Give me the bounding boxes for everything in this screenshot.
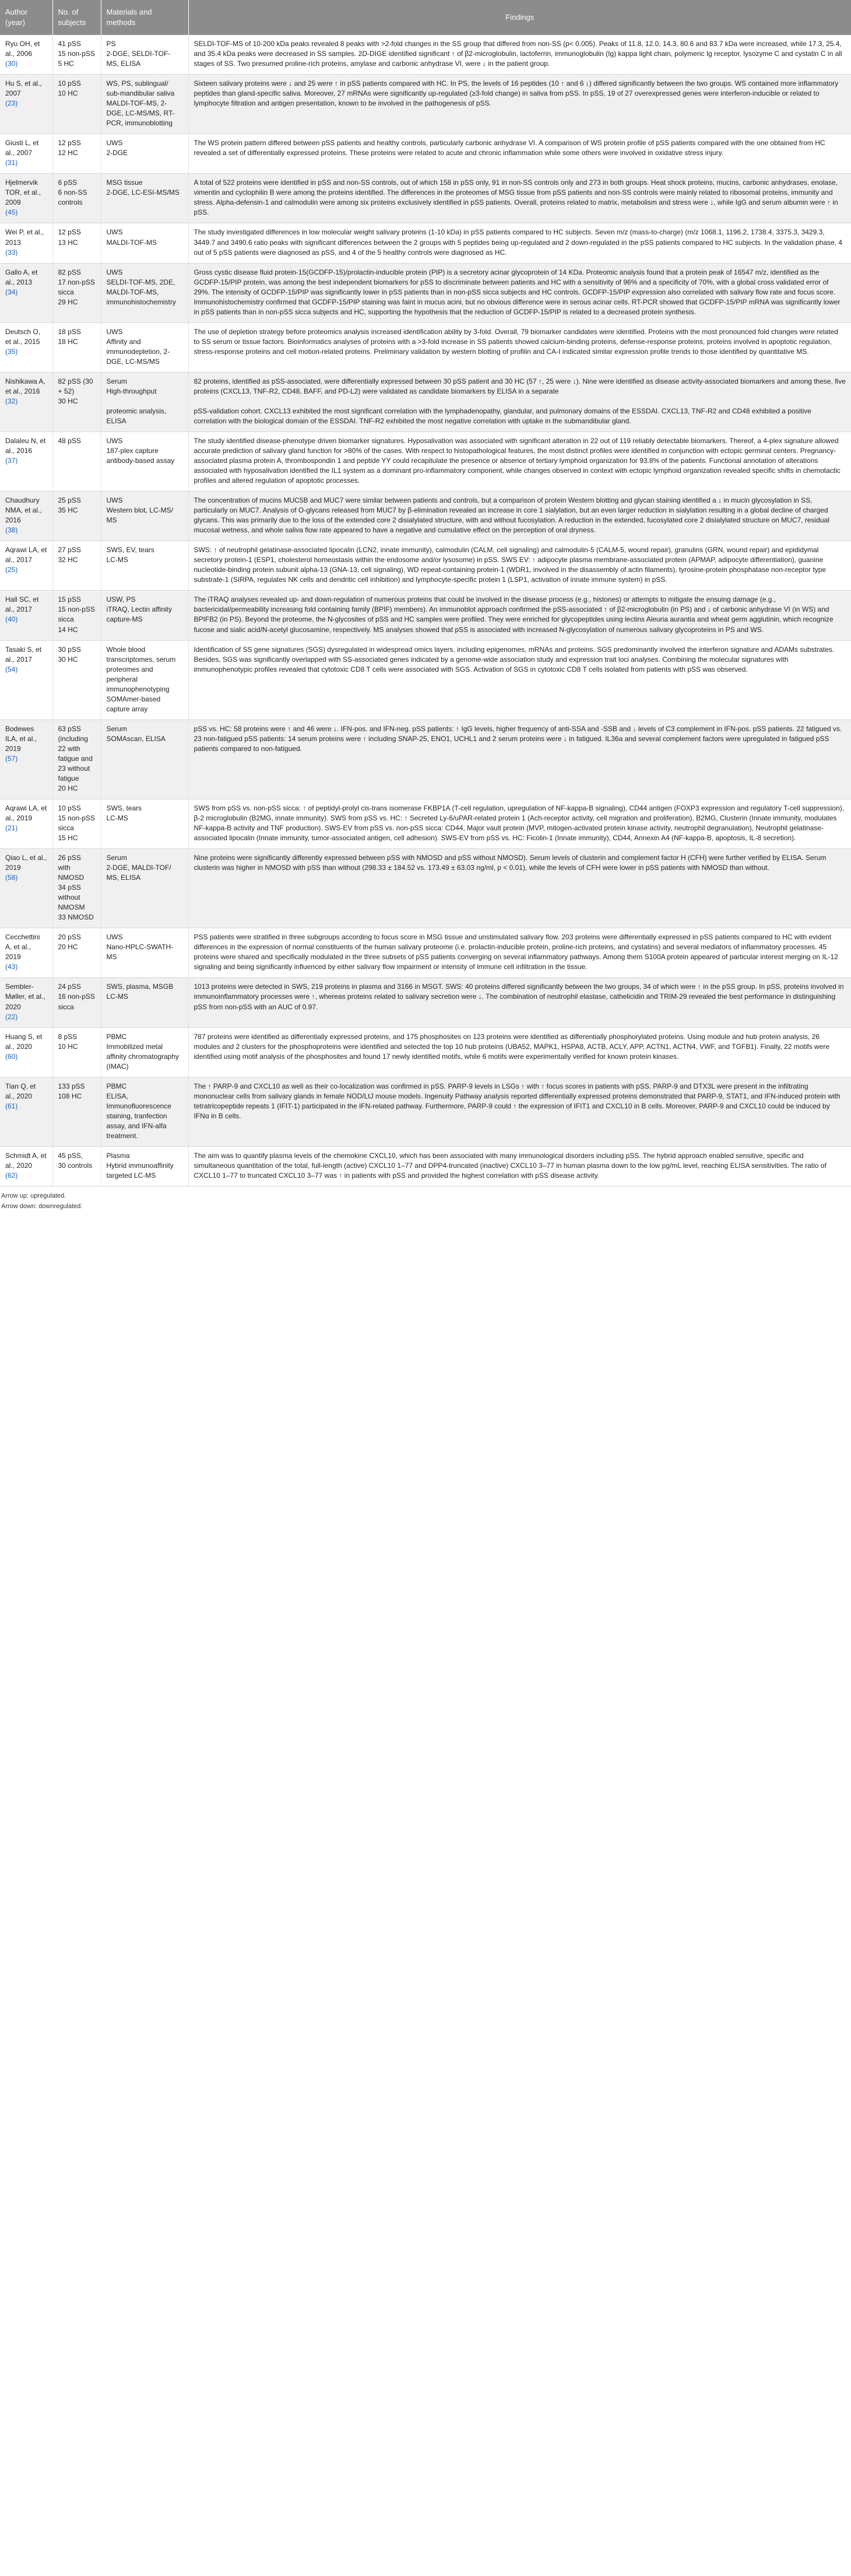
- table-row: [0, 75, 851, 134]
- author-name: Deutsch O, et al., 2015: [5, 327, 41, 346]
- author-cell: [0, 1146, 52, 1186]
- author-name: Hjelmervik TOR, et al., 2009: [5, 178, 41, 207]
- author-name: Wei P, et al., 2013: [5, 228, 44, 247]
- author-cell: [0, 263, 52, 322]
- findings-cell: The iTRAQ analyses revealed up- and down-regulation of numerous proteins that could be involved in the disease process (e.g., histones) or attempts to mitigate the ensuing damage (e.g., bactericidal/permeability increasing fold containing family (BPIF) members). An immunoblot approach confirmed the pSS-associated ↑ of β2-microglobulin (in PS) and ↓ of carbonic anhydrase VI (in WS) and BPIFB2 (in PS). Beyond the proteome, the N-glycosites of pSS and HC samples were profiled. They were enriched for glycopeptides using lectins Aleuria aurantia and wheat germ agglutinin, which recognize fucose and sialic acid/N-acetyl glucosamine, respectively. MS analyses showed that pSS is associated with increased N-glycosylation of numerous salivary glycoproteins in PS and WS.: [188, 591, 851, 640]
- table-row: [0, 849, 851, 928]
- author-cell: [0, 541, 52, 591]
- table-header: [0, 0, 851, 35]
- reference-link[interactable]: (37): [5, 457, 18, 465]
- table-row: [0, 492, 851, 541]
- subjects-cell: 27 pSS 32 HC: [52, 541, 101, 591]
- author-name: Cecchettini A, et al., 2019: [5, 933, 40, 961]
- footnote-down: Arrow down: downregulated.: [1, 1202, 83, 1210]
- methods-cell: SWS, plasma, MSGB LC-MS: [101, 978, 188, 1027]
- subjects-cell: 26 pSS with NMOSD 34 pSS without NMOSM 33 NMOSD: [52, 849, 101, 928]
- author-name: Chaudhury NMA, et al., 2016: [5, 496, 42, 525]
- reference-link[interactable]: (25): [5, 566, 18, 574]
- author-cell: [0, 849, 52, 928]
- reference-link[interactable]: (32): [5, 396, 18, 405]
- reference-link[interactable]: (34): [5, 287, 18, 296]
- author-name: Sembler-Møller, et al., 2020: [5, 982, 45, 1011]
- findings-cell: The concentration of mucins MUC5B and MUC7 were similar between patients and controls, but a comparison of protein Western blotting and glycan staining identified a ↓ in mucin glycosylation in SS, particularly on MUC7. Analysis of O-glycans released from MUC7 by β-elimination revealed an increase in core 1 sialylation, but an even larger reduction in sialylation resulting in a global decline of charged glycans. This was primarily due to the loss of the extended core 2 disialylated structure, with and without fucosylation. A reduction in the extended, fucosylated core 2 disialylated structure on MUC7, residual mucosal wetness, and whole saliva flow rate appeared to have a negative and cumulative effect on the perception of oral dryness.: [188, 492, 851, 541]
- author-name: Hall SC, et al., 2017: [5, 595, 39, 614]
- subjects-cell: 48 pSS: [52, 432, 101, 492]
- author-name: Qiao L, et al., 2019: [5, 854, 47, 872]
- methods-cell: PBMC ELISA, Immunofluorescence staining, tranfection assay, and IFN-alfa treatment.: [101, 1077, 188, 1146]
- reference-link[interactable]: (58): [5, 873, 18, 882]
- author-cell: [0, 322, 52, 372]
- reference-link[interactable]: (54): [5, 665, 18, 673]
- subjects-cell: 25 pSS 35 HC: [52, 492, 101, 541]
- reference-link[interactable]: (61): [5, 1101, 18, 1110]
- reference-link[interactable]: (21): [5, 824, 18, 833]
- author-cell: [0, 591, 52, 640]
- header-author: Author (year): [0, 0, 52, 35]
- findings-cell: PSS patients were stratified in three subgroups according to focus score in MSG tissue and unstimulated salivary flow. 203 proteins were differentially expressed in pSS patients compared to HC with evident differences in the expression of normal constituents of the human salivary proteome (i.e. prolactin-inducible protein, proline-rich proteins, and cystatins) and several mediators of inflammatory processes. 45 proteins were shared and specifically modulated in the three subsets of pSS patients converging on several inflammatory pathways. Among them S100A protein appeared of particular interest merging on IL-12 signaling and being significantly influenced by either salivary flow impairment or intensity of immune cell infiltration in the tissue.: [188, 928, 851, 978]
- table-row: [0, 541, 851, 591]
- reference-link[interactable]: (38): [5, 526, 18, 535]
- subjects-cell: 12 pSS 13 HC: [52, 223, 101, 263]
- methods-cell: WS, PS, sublingual/ sub-mandibular saliva MALDI-TOF-MS, 2-DGE, LC-MS/MS, RT-PCR, immunoblotting: [101, 75, 188, 134]
- author-cell: [0, 492, 52, 541]
- table-row: [0, 432, 851, 492]
- methods-cell: Plasma Hybrid immunoaffinity targeted LC-MS: [101, 1146, 188, 1186]
- findings-cell: The study identified disease-phenotype driven biomarker signatures. Hyposalivation was associated with significant alteration in 22 out of 119 reliably detectable biomarkers. Thereof, a 4-plex signature allowed accurate prediction of salivary gland function for >80% of the cases. With respect to histopathological features, the most distinct profiles were identified in conjunction with ectopic germinal centers. Pregnancy-associated plasma protein A, thrombospondin 1 and peptide YY could recapitulate the presence or absence of tertiary lymphoid organization for 93.8% of the patients. Functional annotation of alterations associated with hyposalivation identified the IL1 system as a dominant pro-inflammatory component, while changes observed in context with ectopic lymphoid organization revealed specific shifts in chemotactic profiles and altered regulation of apoptotic processes.: [188, 432, 851, 492]
- methods-cell: Serum SOMAscan, ELISA: [101, 720, 188, 799]
- author-cell: [0, 134, 52, 174]
- table-row: [0, 720, 851, 799]
- header-subjects: No. of subjects: [52, 0, 101, 35]
- methods-cell: UWS Nano-HPLC-SWATH-MS: [101, 928, 188, 978]
- author-name: Tian Q, et al., 2020: [5, 1082, 36, 1100]
- author-cell: [0, 978, 52, 1027]
- author-cell: [0, 640, 52, 720]
- table-row: [0, 799, 851, 848]
- table-row: [0, 263, 851, 322]
- author-name: Tasaki S, et al., 2017: [5, 645, 42, 664]
- author-name: Gallo A, et al., 2013: [5, 268, 38, 286]
- subjects-cell: 45 pSS, 30 controls: [52, 1146, 101, 1186]
- methods-cell: UWS SELDI-TOF-MS, 2DE, MALDI-TOF-MS, immunohistochemistry: [101, 263, 188, 322]
- table-row: [0, 372, 851, 431]
- methods-cell: UWS Affinity and immunodepletion, 2-DGE, LC-MS/MS: [101, 322, 188, 372]
- findings-cell: pSS vs. HC: 58 proteins were ↑ and 46 were ↓. IFN-pos. and IFN-neg. pSS patients: ↑ IgG levels, higher frequency of anti-SSA and -SSB and ↓ levels of C3 complement in IFN-pos. pSS patients. 22 fatigued vs. 23 non-fatigued pSS patients: 14 serum proteins were ↑ including SNAP-25, ENO1, UCHL1 and 2 serum proteins were ↓ in fatigued. IL36a and several complement factors were upregulated in fatigued pSS patients compared to non-fatigued.: [188, 720, 851, 799]
- findings-cell: A total of 522 proteins were identified in pSS and non-SS controls, out of which 158 in pSS only, 91 in non-SS controls only and 273 in both groups. Heat shock proteins, mucins, carbonic anhydrases, enolase, vimentin and cyclophilin B were among the proteins identified. The differences in the proteomes of MSG tissue from pSS patients and non-SS controls were mainly related to ribosomal proteins, immunity and stress. Alpha-defensin-1 and calmodulin were among six proteins exclusively identified in pSS patients. Overall, proteins related to matrix, metabolism and stress were ↓, while IgG and serum albumin were ↑ in pSS.: [188, 174, 851, 223]
- author-name: Huang S, et al., 2020: [5, 1032, 43, 1051]
- author-cell: [0, 799, 52, 848]
- methods-cell: Serum 2-DGE, MALDI-TOF/ MS, ELISA: [101, 849, 188, 928]
- methods-cell: Serum High-throughput proteomic analysis, ELISA: [101, 372, 188, 431]
- reference-link[interactable]: (45): [5, 208, 18, 217]
- subjects-cell: 82 pSS 17 non-pSS sicca 29 HC: [52, 263, 101, 322]
- table-row: [0, 928, 851, 978]
- table-row: [0, 223, 851, 263]
- methods-cell: UWS Western blot, LC-MS/ MS: [101, 492, 188, 541]
- subjects-cell: 6 pSS 6 non-SS controls: [52, 174, 101, 223]
- author-name: Dalaleu N, et al., 2016: [5, 437, 46, 455]
- author-cell: [0, 720, 52, 799]
- methods-cell: USW, PS iTRAQ, Lectin affinity capture-MS: [101, 591, 188, 640]
- reference-link[interactable]: (35): [5, 347, 18, 356]
- subjects-cell: 63 pSS (including 22 with fatigue and 23 without fatigue 20 HC: [52, 720, 101, 799]
- table-row: [0, 134, 851, 174]
- subjects-cell: 15 pSS 15 non-pSS sicca 14 HC: [52, 591, 101, 640]
- author-cell: [0, 372, 52, 431]
- reference-link[interactable]: (40): [5, 615, 18, 624]
- table-row: [0, 174, 851, 223]
- reference-link[interactable]: (22): [5, 1012, 18, 1021]
- author-cell: [0, 1027, 52, 1077]
- reference-link[interactable]: (23): [5, 99, 18, 108]
- findings-cell: The use of depletion strategy before proteomics analysis increased identification ability by 3-fold. Overall, 79 biomarker candidates were identified. Proteins with the most pronounced fold changes were related to SS serum or tissue factors. Bioinformatics analyses of proteins with a >3-fold increase in SS patients showed calcium-binding proteins, defense-response proteins, proteins involved in apoptotic regulation, stress-response proteins and cell motion-related proteins. Preliminary validation by western blotting of profilin and CA-I indicated similar expression profile trends to those identified by quantitative MS.: [188, 322, 851, 372]
- author-name: Ryu OH, et al., 2006: [5, 40, 40, 58]
- author-cell: [0, 432, 52, 492]
- literature-table: [0, 0, 851, 1187]
- findings-cell: Nine proteins were significantly differently expressed between pSS with NMOSD and pSS without NMOSD). Serum levels of clusterin and complement factor H (CFH) were further verified by ELISA. Serum clusterin was higher in NMOSD with pSS than without (298.33 ± 184.52 vs. 173.49 ± 63.03 ng/ml, p < 0.01), while the levels of CFH were lower in pSS patients with NMOSD than without.: [188, 849, 851, 928]
- table-row: [0, 1027, 851, 1077]
- findings-cell: SELDI-TOF-MS of 10-200 kDa peaks revealed 8 peaks with >2-fold changes in the SS group that differed from non-SS (p< 0.005). Peaks of 11.8, 12.0, 14.3, 80.6 and 83.7 kDa were increased, while 17.3, 25.4, and 35.4 kDa peaks were decreased in SS samples. 2D-DIGE identified significant ↑ of β2-microglobulin, lactoferrin, immunoglobulin (Ig) kappa light chain, polymeric Ig receptor, lysozyme C and cystatin C in all stages of SS. Two presumed proline-rich proteins, amylase and carbonic anhydrase VI, were ↓ in the patient group.: [188, 35, 851, 75]
- author-cell: [0, 75, 52, 134]
- findings-cell: The ↑ PARP-9 and CXCL10 as well as their co-localization was confirmed in pSS. PARP-9 levels in LSGs ↑ with ↑ focus scores in patients with pSS. PARP-9 and DTX3L were present in the infiltrating mononuclear cells from salivary glands in female NOD/LtJ mouse models. Ingenuity Pathway analysis reported differentially expressed proteins demonstrated that PARP-9, STAT1, and IFN-induced protein with tetratricopeptide repeats 1 (IFIT-1) participated in the IFN-related pathway. Furthermore, PARP-9 could ↑ the expression of IFIT1 and CXCL10 in B cells. Moreover, PARP-9 and CXCL10 could be induced by IFNα in B cells.: [188, 1077, 851, 1146]
- subjects-cell: 30 pSS 30 HC: [52, 640, 101, 720]
- methods-cell: MSG tissue 2-DGE, LC-ESI-MS/MS: [101, 174, 188, 223]
- author-name: Giusti L, et al., 2007: [5, 139, 39, 157]
- reference-link[interactable]: (33): [5, 248, 18, 257]
- table-row: [0, 640, 851, 720]
- methods-cell: SWS, EV, tears LC-MS: [101, 541, 188, 591]
- author-name: Aqrawi LA, et al., 2019: [5, 803, 47, 822]
- methods-cell: PBMC Immobilized metal affinity chromatography (IMAC): [101, 1027, 188, 1077]
- methods-cell: UWS 187-plex capture antibody-based assay: [101, 432, 188, 492]
- table-row: [0, 1077, 851, 1146]
- subjects-cell: 10 pSS 15 non-pSS sicca 15 HC: [52, 799, 101, 848]
- reference-link[interactable]: (31): [5, 159, 18, 167]
- footnotes: [0, 1187, 851, 1216]
- table-row: [0, 978, 851, 1027]
- table-header-row: [0, 0, 851, 35]
- footnote-up: Arrow up: upregulated.: [1, 1192, 66, 1199]
- methods-cell: SWS, tears LC-MS: [101, 799, 188, 848]
- subjects-cell: 41 pSS 15 non-pSS 5 HC: [52, 35, 101, 75]
- table-row: [0, 322, 851, 372]
- reference-link[interactable]: (62): [5, 1171, 18, 1180]
- findings-cell: SWS: ↑ of neutrophil gelatinase-associated lipocalin (LCN2, innate immunity), calmodulin (CALM, cell signaling) and calmodulin-5 (CALM-5, wound repair), granulins (GRN, wound repair) and epididymal secretory protein-1 (ESP1, cholesterol homeostasis within the endosome and/or lysosome) in pSS. SWS EV: ↑ adipocyte plasma membrane-associated protein (APMAP, adipocyte differentiation), guanine nucleotide-binding protein subunit alpha-13 (GNA-13, cell signaling), WD repeat-containing protein-1 (WDR1, involved in the disassembly of actin filaments), tyrosine-protein phosphatase non-receptor type substrate-1 (SIRPA, regulates NK cells and dendritic cell inhibition) and lymphocyte-specific protein 1 (LSP1, activation of innate immune system) in pSS.: [188, 541, 851, 591]
- findings-cell: 787 proteins were identified as differentially expressed proteins, and 175 phosphosites on 123 proteins were identified as differentially phosphorylated proteins. Using module and hub protein analysis, 26 modules and 2 clusters for the phosphoproteins were identified and selected the top 10 hub proteins (UBA52, MAPK1, HSPA8, ACTB, ACLY, APP, ACTN1, ACTN4, VWF, and TGFB1). Finally, 22 motifs were identified using motif analysis of the phosphosites and found 17 newly identified motifs, while 6 motifs were experimentally verified for known protein kinases.: [188, 1027, 851, 1077]
- findings-cell: The study investigated differences in low molecular weight salivary proteins (1-10 kDa) in pSS patients compared to HC subjects. Seven m/z (mass-to-charge) (m/z 1068.1, 1196.2, 1738.4, 3375.3, 3429.3, 3449.7 and 3490.6 ratio peaks with significant differences between the 2 groups with 5 peptides being up-regulated and 2 down-regulated in the pSS patients compared to HC subjects. In the validation phase, 4 out of 5 pSS patients were diagnosed as pSS, and 4 of the 5 healthy controls were diagnosed as HC.: [188, 223, 851, 263]
- subjects-cell: 12 pSS 12 HC: [52, 134, 101, 174]
- reference-link[interactable]: (60): [5, 1052, 18, 1061]
- subjects-cell: 20 pSS 20 HC: [52, 928, 101, 978]
- findings-cell: SWS from pSS vs. non-pSS sicca: ↑ of peptidyl-prolyl cis-trans isomerase FKBP1A (T-cell regulation, upregulation of NF-kappa-B signaling), CD44 antigen (FOXP3 expression and regulatory T-cell suppression), β-2 microglobulin (B2MG, innate immunity). SWS from pSS vs. HC: ↑ Secreted Ly-6/uPAR-related protein 1 (Ach-receptor activity, cell migration and proliferation), B2MG, Clusterin (Innate immunity, modulates NF-kappa-B activity and TNF production). SWS-EV from pSS vs. non-pSS sicca: CD44, Major vault protein (MVP, mitogen-activated protein kinase activity, neutrophil degranulation), Neutrophil gelatinase-associated lipocalin (Innate immunity, tumor-associated antigen, cell adhesion). SWS-EV from pSS vs. HC: Ficolin-1 (Innate immunity), CD44, Annexin A4 (NF-kappa-B, apoptosis, IL-8 secretion).: [188, 799, 851, 848]
- subjects-cell: 133 pSS 108 HC: [52, 1077, 101, 1146]
- reference-link[interactable]: (43): [5, 963, 18, 971]
- subjects-cell: 82 pSS (30 + 52) 30 HC: [52, 372, 101, 431]
- author-cell: [0, 928, 52, 978]
- methods-cell: Whole blood transcriptomes, serum proteomes and peripheral immunophenotyping SOMAmer-based capture array: [101, 640, 188, 720]
- methods-cell: UWS MALDI-TOF-MS: [101, 223, 188, 263]
- findings-cell: The WS protein pattern differed between pSS patients and healthy controls, particularly carbonic anhydrase VI. A comparison of WS protein profile of pSS patients compared with the one obtained from HC revealed a set of differentially expressed proteins. These proteins were related to acute and chronic inflammation while some others were involved in oxidative stress injury.: [188, 134, 851, 174]
- author-name: Hu S, et al., 2007: [5, 79, 42, 98]
- reference-link[interactable]: (57): [5, 754, 18, 763]
- findings-cell: Gross cystic disease fluid protein-15(GCDFP-15)/prolactin-inducible protein (PIP) is a secretory acinar glycoprotein of 14 KDa. Proteomic analysis found that a protein peak of 16547 m/z, identified as the GCDFP-15/PIP protein, was among the best independent biomarkers for pSS to discriminate between patients and HC with a sensitivity of 96% and a specificity of 70%, with a global cross validated error of 29%. The intensity of GCDFP-15/PIP was significantly lower in pSS patients than in non-pSS sicca subjects and HC controls. GCDFP-15/PIP expression also correlated with salivary flow rate and focus score. Immunohistochemistry confirmed that GCDFP-15/PIP staining was faint in mucus acini, but no obvious difference were in serous acinar cells. RT-PCR showed that GCDFP-15/PIP mRNA was significantly lower in pSS patients than in non-pSS sicca subjects and HC, supporting the hypothesis that the reduction of GCDFP-15/PIP is related to a decreased protein synthesis.: [188, 263, 851, 322]
- table-row: [0, 591, 851, 640]
- findings-cell: Sixteen salivary proteins were ↓ and 25 were ↑ in pSS patients compared with HC. In PS, the levels of 16 peptides (10 ↑ and 6 ↓) differed significantly between the two groups. WS contained more inflammatory peptides than gland-specific saliva. Moreover, 27 mRNAs were significantly up-regulated (≥3-fold change) in saliva from pSS. In pSS, 19 of 27 overexpressed genes were interferon-inducible or related to lymphocyte filtration and antigen presentation, known to be involved in the pathogenesis of pSS.: [188, 75, 851, 134]
- subjects-cell: 8 pSS 10 HC: [52, 1027, 101, 1077]
- author-cell: [0, 174, 52, 223]
- findings-cell: Identification of SS gene signatures (SGS) dysregulated in widespread omics layers, including epigenomes, mRNAs and proteins. SGS predominantly involved the interferon signature and ADAMs substrates. Besides, SGS was significantly overlapped with SS-associated genes indicated by a genome-wide association study and expression trait loci analyses. Combining the molecular signatures with immunophenotypic profiles revealed that cytotoxic CD8 T cells were associated with SGS. Activation of SGS in cytotoxic CD8 T cells isolated from patients with pSS was observed.: [188, 640, 851, 720]
- header-methods: Materials and methods: [101, 0, 188, 35]
- header-findings: Findings: [188, 0, 851, 35]
- author-name: Bodewes ILA, et al., 2019: [5, 724, 37, 753]
- subjects-cell: 24 pSS 16 non-pSS sicca: [52, 978, 101, 1027]
- author-cell: [0, 1077, 52, 1146]
- subjects-cell: 18 pSS 18 HC: [52, 322, 101, 372]
- author-cell: [0, 35, 52, 75]
- author-cell: [0, 223, 52, 263]
- subjects-cell: 10 pSS 10 HC: [52, 75, 101, 134]
- table-row: [0, 1146, 851, 1186]
- findings-cell: 1013 proteins were detected in SWS, 219 proteins in plasma and 3166 in MSGT. SWS: 40 proteins differed significantly between the two groups, 34 of which were ↑ in the pSS group. In pSS, proteins involved in immunoinflammatory processes were ↑, whereas proteins related to salivary secretion were ↓. The combination of neutrophil elastase, cathelicidin and TRIM-29 revealed the best performance in distinguishing pSS from non-pSS with an AUC of 0.97.: [188, 978, 851, 1027]
- page: [0, 0, 851, 1216]
- methods-cell: UWS 2-DGE: [101, 134, 188, 174]
- author-name: Schmidt A, et al., 2020: [5, 1151, 47, 1170]
- author-name: Nishikawa A, et al., 2016: [5, 377, 45, 395]
- table-row: [0, 35, 851, 75]
- findings-cell: 82 proteins, identified as pSS-associated, were differentially expressed between 30 pSS patient and 30 HC (57 ↑, 25 were ↓). Nine were identified as disease activity-associated biomarkers and among these, five proteins (CXCL13, TNF-R2, CD48, BAFF, and PD-L2) were validated as candidate biomarkers by ELISA in a separate pSS-validation cohort. CXCL13 exhibited the most significant correlation with the lymphadenopathy, glandular, and pulmonary domains of the ESSDAI. CXCL13, TNF-R2 and CD48 exhibited a positive correlation with the biological domain of the ESSDAI. TNF-R2 exhibited the most negative correlation with uptake in the submandibular gland.: [188, 372, 851, 431]
- methods-cell: PS 2-DGE, SELDI-TOF-MS, ELISA: [101, 35, 188, 75]
- table-body: [0, 35, 851, 1186]
- reference-link[interactable]: (30): [5, 59, 18, 68]
- author-name: Aqrawi LA, et al., 2017: [5, 546, 47, 564]
- findings-cell: The aim was to quantify plasma levels of the chemokine CXCL10, which has been associated with many immunological disorders including pSS. The hybrid approach enabled sensitive, specific and simultaneous quantitation of the total, full-length (active) CXCL10 1–77 and DPP4-truncated (inactive) CXCL10 3–77 in human plasma down to the low pg/mL level, reaching ELISA sensitivities. The ratio of CXCL10 1–77 to truncated CXCL10 3–77 was ↑ in patients with pSS and provided the highest correlation with pSS disease activity.: [188, 1146, 851, 1186]
